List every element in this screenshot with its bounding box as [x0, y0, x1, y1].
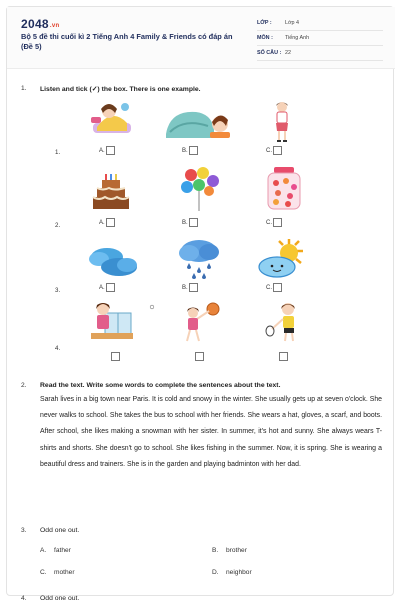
question-3-number: 3. [21, 527, 27, 534]
cake-icon [89, 173, 133, 211]
question-1-instruction: Listen and tick (✓) the box. There is one example. [40, 86, 201, 93]
girl-standing-icon [272, 99, 292, 144]
checkbox[interactable] [189, 283, 198, 292]
checkbox[interactable] [273, 146, 282, 155]
question-4-instruction: Odd one out. [40, 595, 80, 602]
checkbox[interactable] [106, 283, 115, 292]
row-1-option-b[interactable]: B. [182, 146, 198, 155]
girl-basketball-icon [177, 301, 223, 347]
sun-cloud-icon [255, 237, 307, 281]
meta-row-grade: LỚP : Lớp 4 [257, 16, 383, 31]
row-1-option-a[interactable]: A. [99, 146, 115, 155]
row-3-option-c[interactable]: C. [266, 283, 282, 292]
question-3-instruction: Odd one out. [40, 527, 80, 534]
row-1-label: 1. [55, 149, 61, 156]
row-4-label: 4. [55, 345, 61, 352]
row-2-option-a[interactable]: A. [99, 218, 115, 227]
row-2-option-b[interactable]: B. [182, 218, 198, 227]
rain-cloud-icon [175, 237, 221, 279]
checkbox[interactable] [106, 146, 115, 155]
exam-page [6, 6, 394, 602]
page-title: Bộ 5 đề thi cuối kì 2 Tiếng Anh 4 Family & Friends có đáp án (Đề 5) [21, 32, 233, 51]
girl-window-icon [89, 299, 135, 343]
row-3-label: 3. [55, 287, 61, 294]
question-4-number: 4. [21, 595, 27, 602]
row-3-option-b[interactable]: B. [182, 283, 198, 292]
question-1-number: 1. [21, 85, 27, 92]
checkbox[interactable] [189, 218, 198, 227]
question-2-instruction: Read the text. Write some words to complete the sentences about the text. [40, 382, 281, 389]
meta-row-count: SỐ CÂU : 22 [257, 46, 383, 61]
row-1-option-c[interactable]: C. [266, 146, 282, 155]
answer-option-a[interactable]: A. father [40, 547, 71, 554]
girl-sleeping-icon [87, 97, 137, 141]
row-2-label: 2. [55, 222, 61, 229]
balloons-icon [177, 165, 221, 213]
row-4-option-a-checkbox[interactable] [111, 352, 120, 361]
question-2-number: 2. [21, 382, 27, 389]
girl-blanket-icon [162, 104, 234, 142]
meta-row-subject: MÔN : Tiếng Anh [257, 31, 383, 46]
row-3-option-a[interactable]: A. [99, 283, 115, 292]
clouds-icon [85, 243, 141, 279]
reading-passage: Sarah lives in a big town near Paris. It is cold and snowy in the winter. She usually gets up at seven o'clock. She never walks to school. She takes the bus to school with her friends. She wears a hat, gloves, a scarf, and boots. After school, she likes making a snowman with her sister. In summer, it's hot and sunny. She always wears T-shirts and shorts. She doesn't go to school. She likes fishing in the summer. Now, it is spring. She is wearing a beautiful dress and trainers. She is in the garden and playing badminton with her dad. [40, 396, 382, 468]
girl-badminton-icon [264, 299, 304, 343]
answer-option-d[interactable]: D. neighbor [212, 569, 252, 576]
answer-option-b[interactable]: B. brother [212, 547, 247, 554]
exam-meta [257, 16, 383, 61]
site-logo[interactable]: 2048.vn [21, 17, 60, 31]
row-4-option-c-checkbox[interactable] [279, 352, 288, 361]
checkbox[interactable] [189, 146, 198, 155]
dot-marker [149, 297, 155, 303]
exam-header [7, 7, 395, 69]
row-4-option-b-checkbox[interactable] [195, 352, 204, 361]
row-2-option-c[interactable]: C. [266, 218, 282, 227]
answer-option-c[interactable]: C. mother [40, 569, 75, 576]
checkbox[interactable] [273, 283, 282, 292]
candy-jar-icon [262, 165, 306, 211]
checkbox[interactable] [106, 218, 115, 227]
checkbox[interactable] [273, 218, 282, 227]
